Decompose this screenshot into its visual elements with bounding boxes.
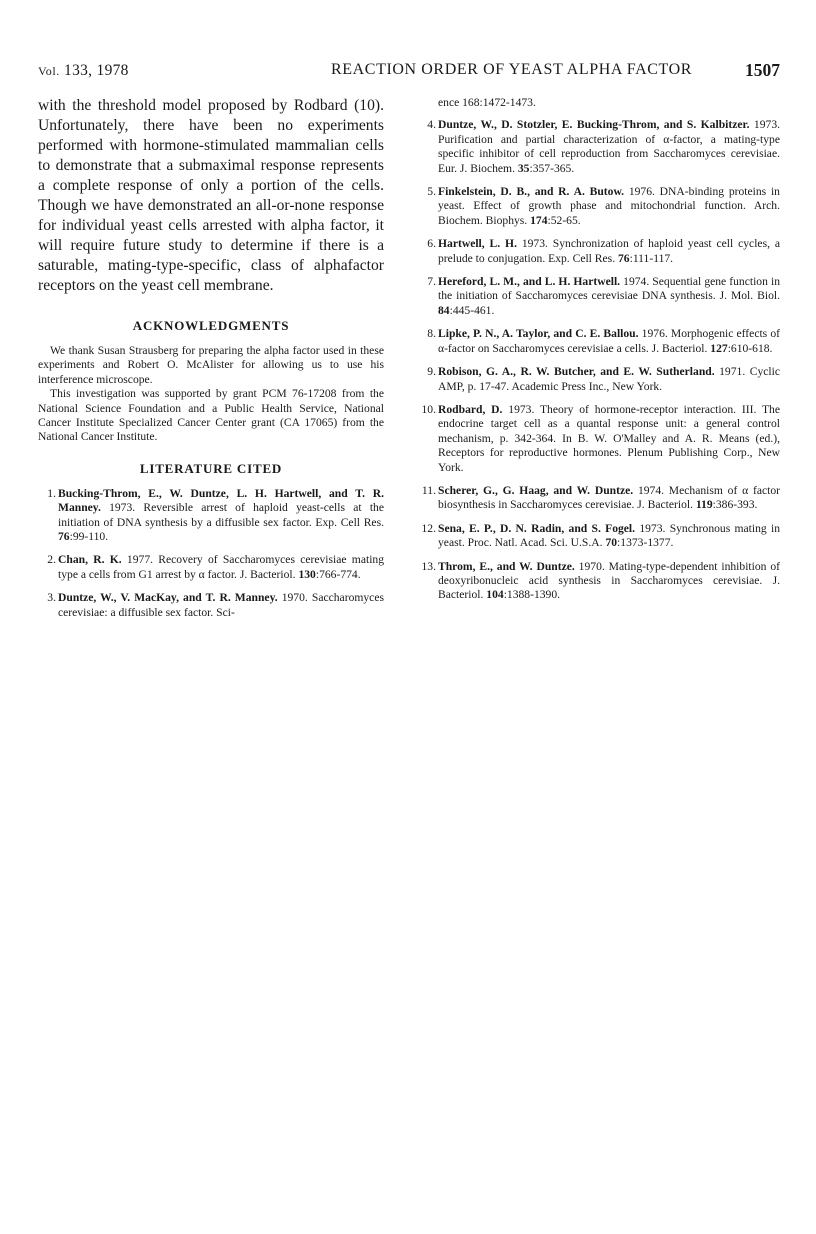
reference-pages: :610-618. xyxy=(727,341,773,355)
reference-item xyxy=(418,365,780,394)
literature-cited-heading: LITERATURE CITED xyxy=(139,460,283,476)
reference-volume: 130 xyxy=(298,567,316,581)
reference-number: 4 . xyxy=(420,118,436,132)
reference-number: 6 . xyxy=(420,237,436,251)
reference-authors: Bucking-Throm, E., W. Duntze, L. H. Hartwell, and T. R. Manney. xyxy=(58,486,384,515)
reference-authors: Throm, E., and W. Duntze. xyxy=(438,559,575,573)
reference-item xyxy=(38,487,384,545)
reference-volume: 127 xyxy=(710,341,728,355)
reference-number: 11 . xyxy=(420,484,436,498)
reference-text: 1973. Purification and partial characterization of α-factor, a mating-type specific inhibitor of cell reproduction from Saccharomyces cerevisiae. Eur. J. Biochem. xyxy=(438,118,781,175)
reference-volume: 70 xyxy=(605,536,618,550)
reference-item xyxy=(38,553,384,582)
reference-item xyxy=(418,237,780,266)
left-column xyxy=(38,96,384,629)
reference-text: 1974. Mechanism of α factor biosynthesis in Saccharomyces cerevisiae. J. Bacteriol. xyxy=(438,483,780,512)
running-title: REACTION ORDER OF YEAST ALPHA FACTOR xyxy=(331,61,693,78)
reference-authors: Duntze, W., V. MacKay, and T. R. Manney. xyxy=(58,591,278,605)
reference-item xyxy=(418,522,780,551)
reference-pages: :445-461. xyxy=(449,303,495,317)
reference-authors: Rodbard, D. xyxy=(438,402,503,416)
reference-text: 1974. Sequential gene function in the initiation of Saccharomyces cerevisiae DNA synthesis. J. Mol. Biol. xyxy=(438,275,780,303)
reference-volume: 84 xyxy=(438,303,450,317)
reference-pages: :1388-1390. xyxy=(503,588,561,602)
reference-volume: 35 xyxy=(517,161,530,175)
reference-pages: :52-65. xyxy=(547,213,581,227)
reference-number: 5 . xyxy=(420,185,436,199)
reference-text: 1973. Synchronous mating in yeast. Proc. Natl. Acad. Sci. U.S.A. xyxy=(438,521,780,550)
acknowledgments-paragraph: We thank Susan Strausberg for preparing the alpha factor used in these experiments and Robert O. McAlister for allowing us to use his interference microscope. xyxy=(38,344,384,386)
reference-text: 1970. Mating-type-dependent inhibition of deoxyribonucleic acid synthesis in Saccharomyces cerevisiae. J. Bacteriol. xyxy=(438,559,781,602)
reference-pages: :1373-1377. xyxy=(617,536,674,550)
reference-list-left xyxy=(38,487,384,620)
reference-authors: Robison, G. A., R. W. Butcher, and E. W. Sutherland. xyxy=(438,365,715,379)
reference-number: 12 . xyxy=(420,522,436,536)
reference-authors: Scherer, G., G. Haag, and W. Duntze. xyxy=(438,483,634,497)
reference-item xyxy=(418,484,780,513)
acknowledgments-heading: ACKNOWLEDGMENTS xyxy=(132,318,290,333)
reference-text: 1973. Synchronization of haploid yeast cell cycles, a prelude to conjugation. Exp. Cell Res. xyxy=(438,237,780,265)
reference-pages: :766-774. xyxy=(315,567,361,581)
reference-item xyxy=(418,118,780,176)
reference-number: 10 . xyxy=(420,403,436,417)
reference-item xyxy=(38,591,384,620)
reference-number: 8 . xyxy=(420,327,436,341)
reference-pages: :99-110. xyxy=(69,530,109,544)
reference-authors: Finkelstein, D. B., and R. A. Butow. xyxy=(438,185,625,199)
reference-volume: 104 xyxy=(486,588,504,602)
reference-authors: Sena, E. P., D. N. Radin, and S. Fogel. xyxy=(438,521,636,535)
reference-continuation: ence 168:1472-1473. xyxy=(438,96,536,109)
reference-text: 1973. Theory of hormone-receptor interaction. III. The endocrine target cell as a quantal response unit: a general control mechanism, p. 342-364. In B. W. O'Malley and A. R. Means (ed.), Receptors for reproductive hormones. Plenum Publishing Corp., New York. xyxy=(438,402,780,474)
reference-authors: Duntze, W., D. Stotzler, E. Bucking-Throm, and S. Kalbitzer. xyxy=(438,118,750,132)
reference-text: 1976. Morphogenic effects of α-factor on Saccharomyces cerevisiae a cells. J. Bacteriol. xyxy=(438,327,780,355)
reference-volume: 174 xyxy=(530,213,548,227)
reference-pages: :357-365. xyxy=(529,161,575,175)
reference-item xyxy=(418,185,780,228)
reference-authors: Hartwell, L. H. xyxy=(438,237,517,251)
reference-text: 1970. Saccharomyces cerevisiae: a diffusible sex factor. Sci- xyxy=(58,591,384,619)
page-number: 1507 xyxy=(745,60,780,80)
reference-number: 3 . xyxy=(40,591,56,605)
right-column xyxy=(418,96,780,612)
reference-number: 2 . xyxy=(40,553,56,567)
body-paragraph: with the threshold model proposed by Rodbard (10). Unfortunately, there have been no experiments performed with hormone-stimulated mammalian cells to demonstrate that a submaximal response represents a complete response of only a portion of the cells. Though we have demonstrated an all-or-none response for individual yeast cells arrested with alpha factor, it will require future study to determine if there is a saturable, mating-type-specific, class of alphafactor receptors on the yeast cell membrane. xyxy=(38,97,384,294)
reference-volume: 119 xyxy=(695,498,713,512)
reference-pages: :111-117. xyxy=(629,251,674,265)
reference-text: 1976. DNA-binding proteins in yeast. Effect of growth phase and mitochondrial function. Arch. Biochem. Biophys. xyxy=(438,185,780,227)
reference-list-right xyxy=(418,118,780,602)
reference-text: 1977. Recovery of Saccharomyces cerevisiae mating type a cells from G1 arrest by α factor. J. Bacteriol. xyxy=(58,553,385,581)
reference-number: 7 . xyxy=(420,275,436,289)
reference-text: 1971. Cyclic AMP, p. 17-47. Academic Press Inc., New York. xyxy=(438,365,780,393)
reference-item xyxy=(418,275,780,318)
reference-pages: :386-393. xyxy=(712,498,758,512)
reference-number: 13 . xyxy=(420,560,436,574)
reference-authors: Hereford, L. M., and L. H. Hartwell. xyxy=(438,275,621,289)
volume-info: Vol. 133, 1978 xyxy=(38,62,129,79)
running-header xyxy=(38,62,780,88)
reference-volume: 76 xyxy=(618,251,630,265)
reference-number: 1 . xyxy=(40,487,56,501)
reference-item xyxy=(418,403,780,475)
funding-paragraph: This investigation was supported by grant PCM 76-17208 from the National Science Foundation and a Public Health Service, National Cancer Institute Specialized Cancer Center grant (CA 17065) from the National Cancer Institute. xyxy=(38,387,384,444)
reference-item xyxy=(418,327,780,356)
reference-volume: 76 xyxy=(58,530,70,544)
reference-authors: Lipke, P. N., A. Taylor, and C. E. Ballou. xyxy=(438,327,639,341)
reference-text: 1973. Reversible arrest of haploid yeast-cells at the initiation of DNA synthesis by a diffusible sex factor. Exp. Cell Res. xyxy=(58,501,384,529)
reference-item xyxy=(418,560,780,603)
reference-authors: Chan, R. K. xyxy=(58,553,122,567)
reference-number: 9 . xyxy=(420,365,436,379)
